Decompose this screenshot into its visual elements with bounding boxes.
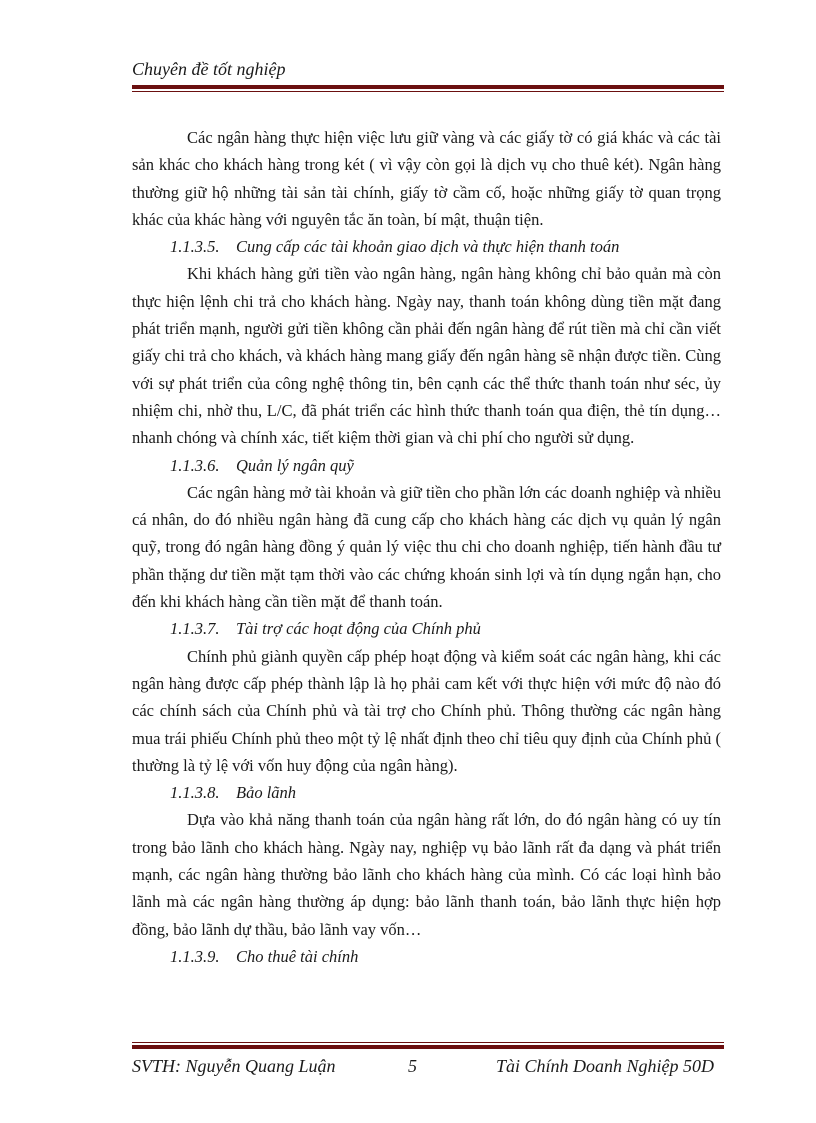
- section-heading-1-1-3-9: [132, 943, 721, 970]
- section-number: 1.1.3.9.: [170, 946, 220, 966]
- paragraph-safekeeping: Các ngân hàng thực hiện việc lưu giữ vàng và các giấy tờ có giá khác và các tài sản khác cho khách hàng trong két ( vì vậy còn gọi là dịch vụ cho thuê két). Ngân hàng thường giữ hộ những tài sản tài chính, giấy tờ cầm cố, hoặc những giấy tờ quan trọng khác của khác hàng với nguyên tắc ăn toàn, bí mật, thuận tiện.: [132, 128, 721, 229]
- section-heading-1-1-3-6: [132, 452, 721, 479]
- section-heading-1-1-3-7: [132, 615, 721, 642]
- footer-rule-thin: [132, 1042, 724, 1043]
- document-body: [132, 124, 721, 970]
- section-heading-1-1-3-5: [132, 233, 721, 260]
- section-number: 1.1.3.6.: [170, 455, 220, 475]
- section-number: 1.1.3.8.: [170, 783, 220, 803]
- paragraph-payments: Khi khách hàng gửi tiền vào ngân hàng, ngân hàng không chỉ bảo quản mà còn thực hiện lệnh chi trả cho khách hàng. Ngày nay, thanh toán không dùng tiền mặt đang phát triển mạnh, người gửi tiền không cần phải đến ngân hàng để rút tiền mà chỉ cần viết giấy chi trả cho khách, và khách hàng mang giấy đến ngân hàng sẽ nhận được tiền. Cùng với sự phát triển của công nghệ thông tin, bên cạnh các thể thức thanh toán như séc, ủy nhiệm chi, nhờ thu, L/C, đã phát triển các hình thức thanh toán qua điện, thẻ tín dụng…nhanh chóng và chính xác, tiết kiệm thời gian và chi phí cho người sử dụng.: [132, 264, 721, 448]
- footer-author: SVTH: Nguyễn Quang Luận: [132, 1056, 336, 1076]
- section-title: Cung cấp các tài khoản giao dịch và thực hiện thanh toán: [236, 237, 620, 257]
- section-title: Tài trợ các hoạt động của Chính phủ: [236, 619, 481, 639]
- section-title: Quản lý ngân quỹ: [236, 455, 354, 475]
- header-title: Chuyên đề tốt nghiệp: [132, 59, 286, 79]
- page-header: [132, 56, 724, 82]
- page-number: 5: [408, 1056, 417, 1076]
- header-rule-thin: [132, 91, 724, 92]
- footer-department: Tài Chính Doanh Nghiệp 50D: [495, 1056, 714, 1076]
- paragraph-treasury: Các ngân hàng mở tài khoản và giữ tiền cho phần lớn các doanh nghiệp và nhiều cá nhân, do đó nhiều ngân hàng đã cung cấp cho khách hàng các dịch vụ quản lý ngân quỹ, trong đó ngân hàng đồng ý quản lý việc thu chi cho doanh nghiệp, tiến hành đầu tư phần thặng dư tiền mặt tạm thời vào các chứng khoán sinh lợi và tín dụng ngắn hạn, cho đến khi khách hàng cần tiền mặt để thanh toán.: [132, 482, 721, 612]
- paragraph-government: Chính phủ giành quyền cấp phép hoạt động và kiểm soát các ngân hàng, khi các ngân hàng được cấp phép thành lập là họ phải cam kết với thực hiện với mức độ nào đó các chính sách của Chính phủ và tài trợ cho Chính phủ. Thông thường các ngân hàng mua trái phiếu Chính phủ theo một tỷ lệ nhất định theo chỉ tiêu quy định của Chính phủ ( thường là tỷ lệ với vốn huy động của ngân hàng).: [132, 646, 721, 775]
- section-number: 1.1.3.7.: [170, 619, 220, 639]
- section-heading-1-1-3-8: [132, 779, 721, 806]
- header-rule-thick: [132, 85, 724, 89]
- footer-rule-thick: [132, 1045, 724, 1049]
- section-title: Bảo lãnh: [236, 783, 297, 803]
- section-title: Cho thuê tài chính: [236, 946, 359, 966]
- section-number: 1.1.3.5.: [170, 237, 220, 257]
- paragraph-guarantee: Dựa vào khả năng thanh toán của ngân hàng rất lớn, do đó ngân hàng có uy tín trong bảo lãnh cho khách hàng. Ngày nay, nghiệp vụ bảo lãnh rất đa dạng và phát triển mạnh, các ngân hàng thường bảo lãnh cho khách hàng của mình. Có các loại hình bảo lãnh mà các ngân hàng thường áp dụng: bảo lãnh thanh toán, bảo lãnh thực hiện hợp đồng, bảo lãnh dự thầu, bảo lãnh vay vốn…: [132, 810, 721, 939]
